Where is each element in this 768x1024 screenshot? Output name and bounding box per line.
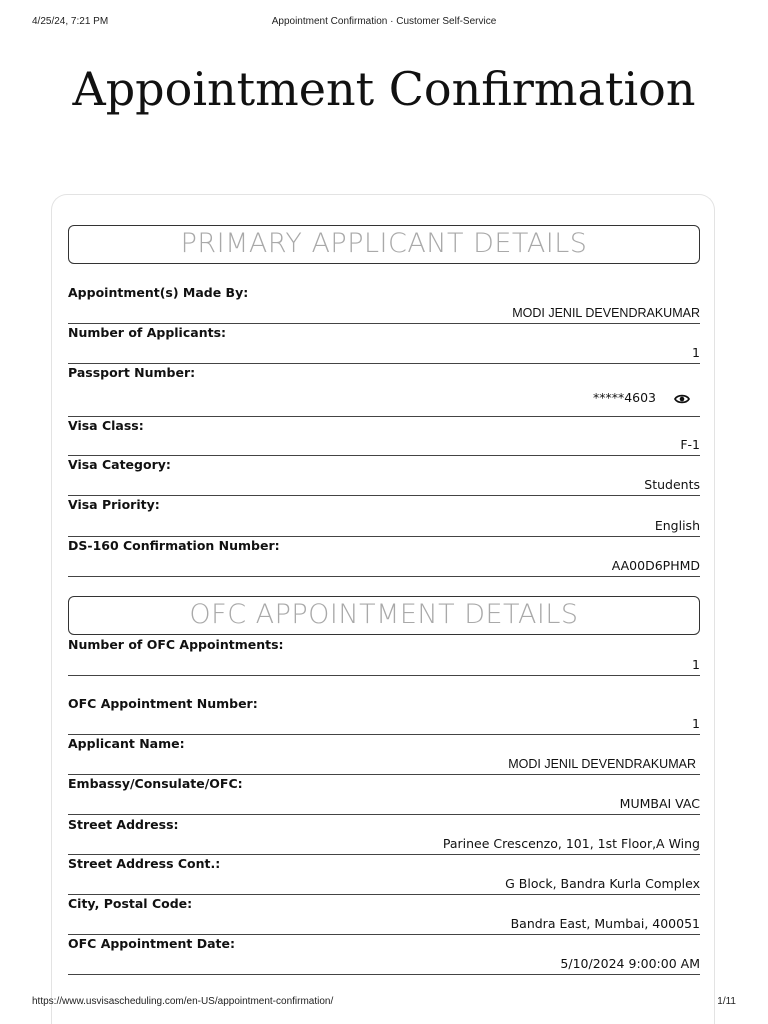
field-visa-category [68,457,700,496]
field-label: Embassy/Consulate/OFC: [68,776,243,791]
field-number-of-ofc-appointments [68,637,700,676]
field-ds160-number [68,538,700,577]
field-passport-number [68,365,700,417]
print-header-datetime: 4/25/24, 7:21 PM [32,16,109,27]
field-label: Number of Applicants: [68,325,227,340]
field-label: Applicant Name: [68,736,185,751]
field-street-address [68,817,700,855]
field-label: Visa Priority: [68,497,160,512]
field-ofc-appointment-number [68,696,700,735]
print-footer-page-number: 1/11 [717,996,736,1007]
field-value: MODI JENIL DEVENDRAKUMAR [512,306,700,320]
field-value: English [654,518,700,533]
field-label: Passport Number: [68,365,196,380]
eye-icon[interactable] [674,393,690,405]
field-label: Number of OFC Appointments: [68,637,284,652]
field-label: Street Address Cont.: [68,856,221,871]
field-label: DS-160 Confirmation Number: [68,538,280,553]
field-ofc-appointment-date [68,936,700,975]
field-value: MUMBAI VAC [619,796,700,811]
field-value: 1 [692,657,700,672]
field-embassy-consulate-ofc [68,776,700,815]
page-title: Appointment Confirmation [72,62,696,116]
field-value: 5/10/2024 9:00:00 AM [560,956,700,971]
field-value: 1 [692,345,700,360]
field-applicant-name [68,736,700,775]
field-label: Street Address: [68,817,179,832]
field-label: OFC Appointment Date: [68,936,235,951]
field-value: G Block, Bandra Kurla Complex [505,876,700,891]
ofc-appointment-header: OFC APPOINTMENT DETAILS [68,596,700,635]
print-footer-url[interactable]: https://www.usvisascheduling.com/en-US/appointment-confirmation/ [32,996,334,1007]
print-header [0,16,768,30]
passport-masked-value: *****4603 [592,390,657,405]
field-appointment-made-by [68,285,700,324]
field-label: City, Postal Code: [68,896,193,911]
field-value: F-1 [680,437,700,452]
print-footer [0,996,768,1010]
field-visa-class [68,418,700,456]
field-value-wrap [593,390,700,405]
field-value: AA00D6PHMD [611,558,700,573]
field-city-postal-code [68,896,700,935]
field-label: Visa Class: [68,418,144,433]
field-value: MODI JENIL DEVENDRAKUMAR [508,757,696,771]
field-value: Students [644,477,700,492]
field-label: Visa Category: [68,457,171,472]
field-label: Appointment(s) Made By: [68,285,249,300]
field-number-of-applicants [68,325,700,364]
print-header-title: Appointment Confirmation · Customer Self-Service [271,16,497,27]
primary-applicant-header: PRIMARY APPLICANT DETAILS [68,225,700,264]
field-value: Parinee Crescenzo, 101, 1st Floor,A Wing [442,836,700,851]
field-value: Bandra East, Mumbai, 400051 [510,916,700,931]
field-street-address-cont [68,856,700,895]
field-label: OFC Appointment Number: [68,696,258,711]
field-value: 1 [692,716,700,731]
field-visa-priority [68,497,700,537]
